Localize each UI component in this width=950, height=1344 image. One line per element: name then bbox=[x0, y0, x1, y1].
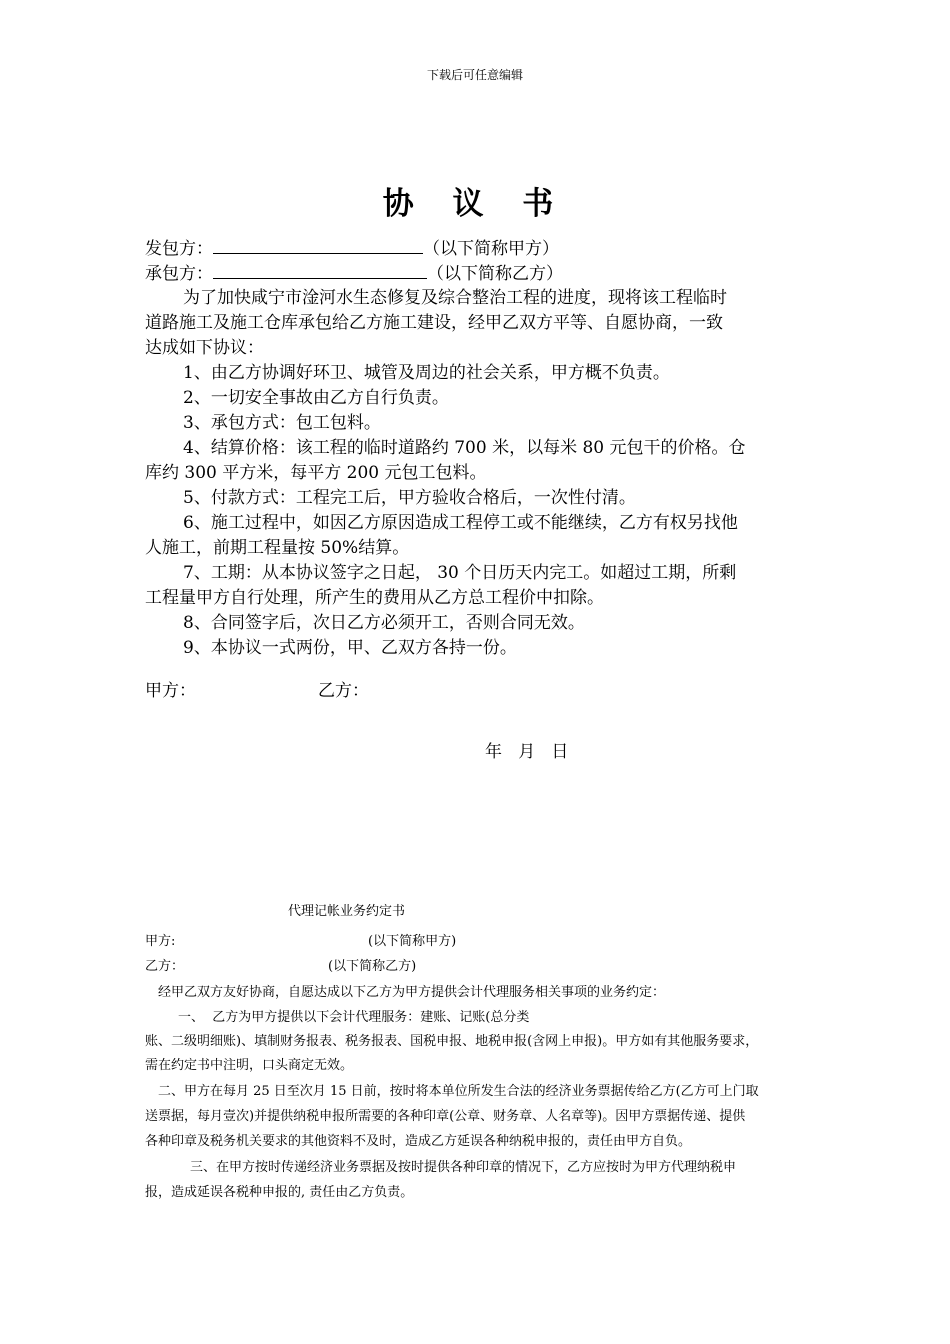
clause-1: 1、由乙方协调好环卫、城管及周边的社会关系，甲方概不负责。 bbox=[183, 363, 670, 383]
header-note: 下载后可任意编辑 bbox=[426, 68, 523, 82]
party-a-blank bbox=[213, 236, 423, 254]
party-b-label: 承包方： bbox=[145, 264, 213, 284]
clause-4-line-2: 库约 300 平方米，每平方 200 元包工包料。 bbox=[145, 463, 487, 483]
bk-item-2-line-1: 二、甲方在每月 25 日至次月 15 日前，按时将本单位所发生合法的经济业务票据传给乙方(乙方可上门取 bbox=[158, 1084, 759, 1099]
bk-item-3-line-2: 报，造成延误各税种申报的, 责任由乙方负责。 bbox=[145, 1185, 414, 1200]
bk-item-1-line-1: 一、 乙方为甲方提供以下会计代理服务：建账、记账(总分类 bbox=[178, 1010, 530, 1025]
bk-item-2-line-2: 送票据，每月壹次)并提供纳税申报所需要的各种印章(公章、财务章、人名章等)。因甲方票据传递、提供 bbox=[145, 1109, 746, 1124]
bk-item-3-line-1: 三、在甲方按时传递经济业务票据及按时提供各种印章的情况下，乙方应按时为甲方代理纳税申 bbox=[190, 1160, 737, 1175]
signature-party-a: 甲方： bbox=[145, 681, 196, 701]
party-a-label: 发包方： bbox=[145, 239, 213, 259]
agreement-title: 协 议 书 bbox=[382, 186, 568, 222]
signature-party-b: 乙方： bbox=[318, 681, 369, 701]
clause-2: 2、一切安全事故由乙方自行负责。 bbox=[183, 388, 449, 408]
signature-date: 年 月 日 bbox=[485, 742, 569, 762]
party-b-blank bbox=[213, 261, 427, 279]
party-b-note: （以下简称乙方） bbox=[427, 264, 563, 284]
bk-party-b-label: 乙方： bbox=[145, 959, 185, 974]
bk-intro: 经甲乙双方友好协商，自愿达成以下乙方为甲方提供会计代理服务相关事项的业务约定： bbox=[158, 985, 666, 1000]
clause-6-line-2: 人施工，前期工程量按 50%结算。 bbox=[145, 538, 410, 558]
intro-line-3: 达成如下协议： bbox=[145, 338, 264, 358]
bk-party-a-note: (以下简称甲方) bbox=[368, 934, 457, 949]
bookkeeping-title: 代理记帐业务约定书 bbox=[288, 904, 406, 919]
party-a-line bbox=[145, 236, 559, 262]
party-b-line bbox=[145, 261, 563, 287]
clause-9: 9、本协议一式两份，甲、乙双方各持一份。 bbox=[183, 638, 517, 658]
bk-item-1-line-2: 账、二级明细账)、填制财务报表、税务报表、国税申报、地税申报(含网上申报)。甲方如有其他服务要求， bbox=[145, 1034, 759, 1049]
clause-8: 8、合同签字后，次日乙方必须开工，否则合同无效。 bbox=[183, 613, 585, 633]
bk-party-b-note: (以下简称乙方) bbox=[328, 959, 417, 974]
intro-line-1: 为了加快咸宁市淦河水生态修复及综合整治工程的进度，现将该工程临时 bbox=[183, 288, 727, 308]
intro-line-2: 道路施工及施工仓库承包给乙方施工建设，经甲乙双方平等、自愿协商，一致 bbox=[145, 313, 723, 333]
clause-3: 3、承包方式：包工包料。 bbox=[183, 413, 381, 433]
party-a-note: （以下简称甲方） bbox=[423, 239, 559, 259]
clause-7-line-2: 工程量甲方自行处理，所产生的费用从乙方总工程价中扣除。 bbox=[145, 588, 604, 608]
bk-item-2-line-3: 各种印章及税务机关要求的其他资料不及时，造成乙方延误各种纳税申报的，责任由甲方自负。 bbox=[145, 1134, 692, 1149]
clause-7-line-1: 7、工期：从本协议签字之日起， 30 个日历天内完工。如超过工期，所剩 bbox=[183, 563, 737, 583]
clause-5: 5、付款方式：工程完工后，甲方验收合格后，一次性付清。 bbox=[183, 488, 636, 508]
bk-party-a-label: 甲方: bbox=[145, 934, 176, 949]
clause-6-line-1: 6、施工过程中，如因乙方原因造成工程停工或不能继续，乙方有权另找他 bbox=[183, 513, 738, 533]
bk-item-1-line-3: 需在约定书中注明，口头商定无效。 bbox=[145, 1058, 354, 1073]
clause-4-line-1: 4、结算价格：该工程的临时道路约 700 米，以每米 80 元包干的价格。仓 bbox=[183, 438, 746, 458]
